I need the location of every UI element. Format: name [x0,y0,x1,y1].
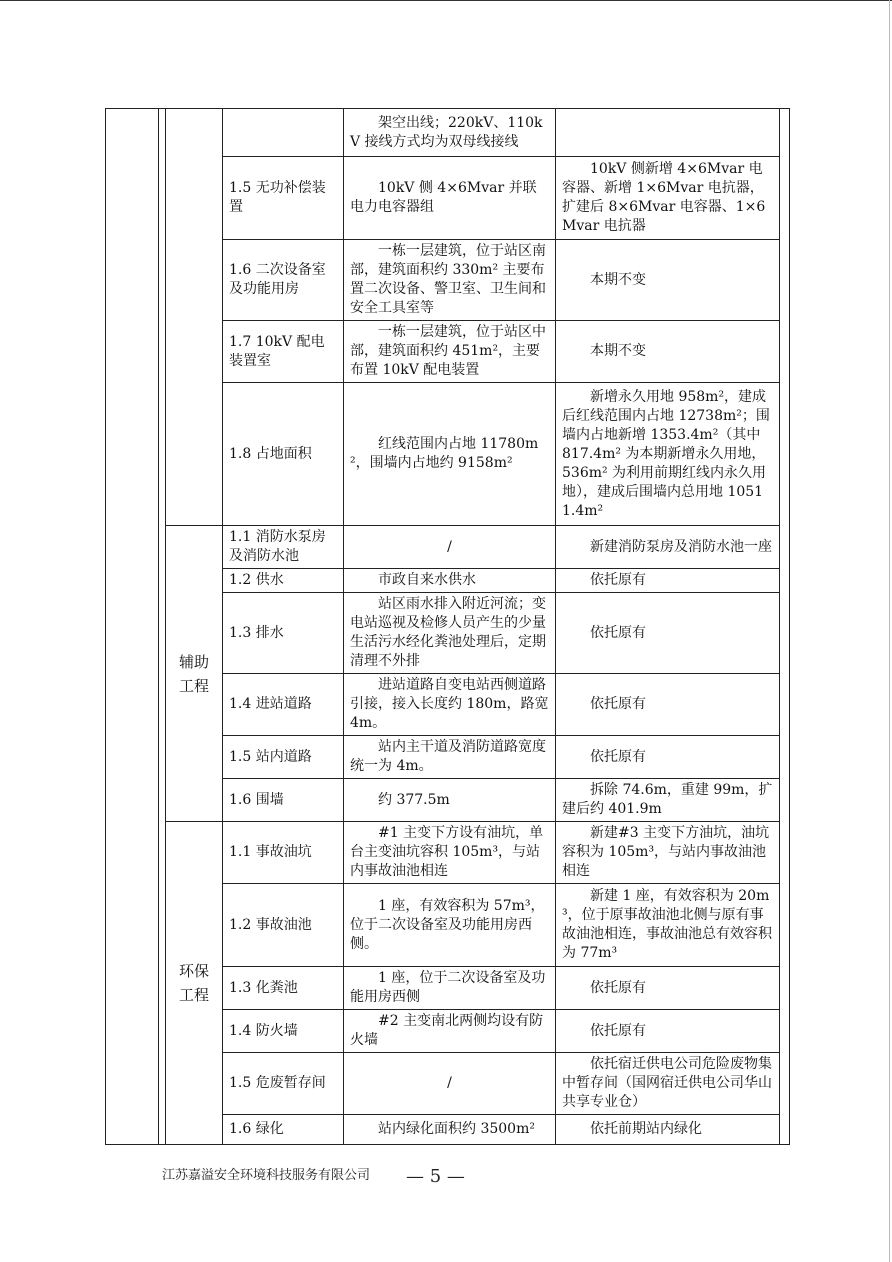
item-cell: 1.3 化粪池 [223,967,344,1010]
planned-cell: 依托前期站内绿化 [556,1115,780,1145]
item-cell: 1.1 消防水泵房及消防水池 [223,526,344,569]
current-cell: / [344,1053,556,1115]
item-cell: 1.7 10kV 配电装置室 [223,321,344,383]
footer-company: 江苏嘉溢安全环境科技服务有限公司 [162,1168,371,1183]
planned-cell: 本期不变 [556,240,780,321]
current-cell: 红线范围内占地 11780m²，围墙内占地约 9158m² [344,383,556,526]
item-cell: 1.5 危废暂存间 [223,1053,344,1115]
item-cell: 1.2 供水 [223,569,344,593]
current-cell: 站区雨水排入附近河流；变电站巡视及检修人员产生的少量生活污水经化粪池处理后，定期清理不外排 [344,593,556,674]
category-environmental: 环保工程 [166,822,223,1145]
item-cell: 1.6 围墙 [223,779,344,822]
page-top-border [0,0,892,1]
current-cell: 进站道路自变电站西侧道路引接，接入长度约 180m，路宽 4m。 [344,674,556,736]
planned-cell: 依托原有 [556,674,780,736]
planned-cell: 新增永久用地 958m²，建成后红线范围内占地 12738m²；围墙内占地新增 1353.4m²（其中 817.4m² 为本期新增永久用地，536m² 为利用前期红线内永久用地），建成后围墙内总用地 10511.4m² [556,383,780,526]
item-cell: 1.3 排水 [223,593,344,674]
outer-column [106,109,159,1145]
current-cell: 市政自来水供水 [344,569,556,593]
item-cell: 1.2 事故油池 [223,884,344,967]
planned-cell: 本期不变 [556,321,780,383]
current-cell: #1 主变下方设有油坑，单台主变油坑容积 105m³，与站内事故油池相连 [344,822,556,884]
current-cell: #2 主变南北两侧均设有防火墙 [344,1010,556,1053]
current-cell: 1 座，位于二次设备室及功能用房西侧 [344,967,556,1010]
planned-cell: 依托宿迁供电公司危险废物集中暂存间（国网宿迁供电公司华山共享专业仓） [556,1053,780,1115]
planned-cell: 依托原有 [556,1010,780,1053]
category-main-continued [166,109,223,526]
item-cell [223,109,344,157]
current-cell: / [344,526,556,569]
page-right-border [889,0,890,1262]
right-margin-column [780,109,790,1145]
current-cell: 站内主干道及消防道路宽度统一为 4m。 [344,736,556,779]
inner-column [159,109,166,1145]
planned-cell: 新建#3 主变下方油坑，油坑容积为 105m³，与站内事故油池相连 [556,822,780,884]
item-cell: 1.6 绿化 [223,1115,344,1145]
current-cell: 10kV 侧 4×6Mvar 并联电力电容器组 [344,157,556,240]
planned-cell [556,109,780,157]
item-cell: 1.1 事故油坑 [223,822,344,884]
planned-cell: 依托原有 [556,967,780,1010]
current-cell: 1 座，有效容积为 57m³，位于二次设备室及功能用房西侧。 [344,884,556,967]
planned-cell: 依托原有 [556,569,780,593]
current-cell: 一栋一层建筑，位于站区南部，建筑面积约 330m² 主要布置二次设备、警卫室、卫生间和安全工具室等 [344,240,556,321]
item-cell: 1.4 防火墙 [223,1010,344,1053]
current-cell: 架空出线；220kV、110kV 接线方式均为双母线接线 [344,109,556,157]
project-composition-table [105,108,790,1145]
item-cell: 1.8 占地面积 [223,383,344,526]
planned-cell: 依托原有 [556,736,780,779]
page-number: — 5 — [406,1166,465,1187]
item-cell: 1.5 站内道路 [223,736,344,779]
table-row [106,822,790,884]
current-cell: 站内绿化面积约 3500m² [344,1115,556,1145]
planned-cell: 拆除 74.6m，重建 99m，扩建后约 401.9m [556,779,780,822]
item-cell: 1.5 无功补偿装置 [223,157,344,240]
item-cell: 1.6 二次设备室及功能用房 [223,240,344,321]
category-auxiliary: 辅助工程 [166,526,223,822]
planned-cell: 10kV 侧新增 4×6Mvar 电容器、新增 1×6Mvar 电抗器，扩建后 8×6Mvar 电容器、1×6Mvar 电抗器 [556,157,780,240]
table-row [106,526,790,569]
planned-cell: 依托原有 [556,593,780,674]
current-cell: 一栋一层建筑，位于站区中部，建筑面积约 451m²，主要布置 10kV 配电装置 [344,321,556,383]
current-cell: 约 377.5m [344,779,556,822]
table-row [106,109,790,157]
planned-cell: 新建 1 座，有效容积为 20m³，位于原事故油池北侧与原有事故油池相连，事故油池总有效容积为 77m³ [556,884,780,967]
item-cell: 1.4 进站道路 [223,674,344,736]
planned-cell: 新建消防泵房及消防水池一座 [556,526,780,569]
